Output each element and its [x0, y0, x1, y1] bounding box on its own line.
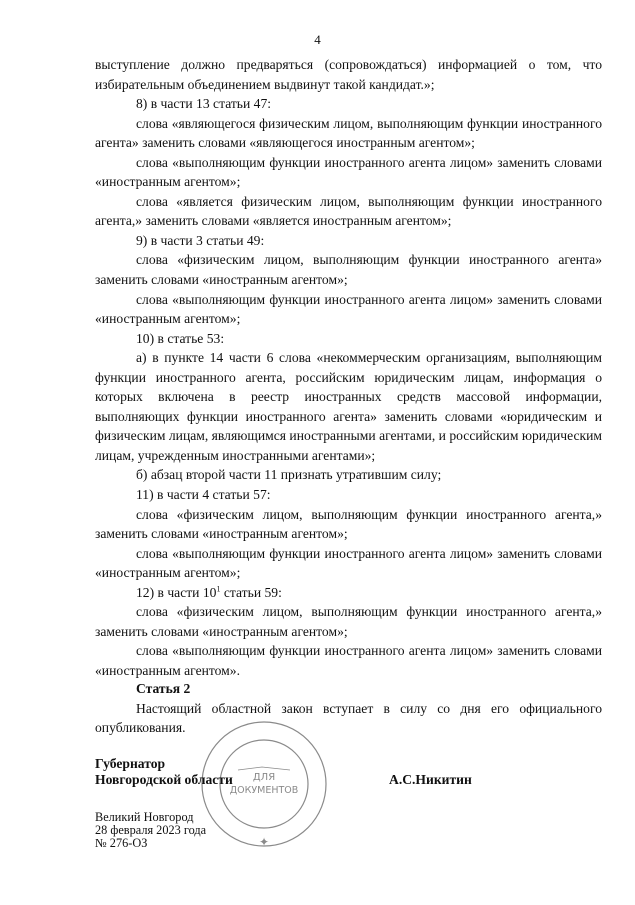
stamp-line-1: ДЛЯ [252, 772, 276, 783]
paragraph-item-12 [95, 583, 602, 603]
paragraph: слова «выполняющим функции иностранного агента лицом» заменить словами «иностранным агентом»; [95, 154, 602, 190]
item-text-before: 12) в части 10 [136, 584, 217, 600]
paragraph: 10) в статье 53: [136, 330, 225, 346]
governor-title [95, 756, 233, 788]
law-number: № 276-ОЗ [95, 836, 148, 851]
paragraph: слова «является физическим лицом, выполняющим функции иностранного агента,» заменить словами «является иностранным агентом»; [95, 193, 602, 229]
article-heading: Статья 2 [136, 681, 191, 696]
city: Великий Новгород [95, 810, 194, 824]
paragraph: слова «выполняющим функции иностранного агента лицом» заменить словами «иностранным агентом»; [95, 545, 602, 581]
paragraph: а) в пункте 14 части 6 слова «некоммерческим организациям, выполняющим функции иностранного агента, российским юридическим лицам, информация о которых включена в реестр иностранных средств массовой информации, выполняющих функции иностранного агента» заменить словами «юридическим и физическим лицам, являющимся иностранными агентами, и российским юридическим лицам, учрежденным иностранными агентами»; [95, 350, 602, 463]
paragraph: слова «выполняющим функции иностранного агента лицом» заменить словами «иностранным агентом»; [95, 291, 602, 327]
paragraph: слова «физическим лицом, выполняющим функции иностранного агента,» заменить словами «иностранным агентом»; [95, 506, 602, 542]
governor-name: А.С.Никитин [389, 772, 472, 787]
date: 28 февраля 2023 года [95, 823, 207, 838]
article-text: Настоящий областной закон вступает в силу со дня его официального опубликования. [95, 700, 602, 736]
governor-title-line2: Новгородской области [95, 772, 233, 787]
item-text-after: статьи 59: [220, 584, 282, 600]
item-superscript: 1 [216, 584, 221, 594]
amendments-text [95, 55, 602, 681]
paragraph: выступление должно предваряться (сопровождаться) информацией о том, что избирательным объединением выдвинут такой кандидат.»; [95, 57, 602, 92]
paragraph: 11) в части 4 статьи 57: [136, 487, 271, 503]
document-meta [95, 811, 206, 851]
paragraph: 9) в части 3 статьи 49: [136, 232, 265, 248]
governor-title-line1: Губернатор [95, 756, 166, 771]
paragraph: б) абзац второй части 11 признать утратившим силу; [136, 467, 442, 483]
paragraph: слова «физическим лицом, выполняющим функции иностранного агента» заменить словами «иностранным агентом»; [95, 252, 602, 288]
article-2 [95, 679, 602, 738]
stamp-line-2: ДОКУМЕНТОВ [229, 785, 299, 796]
paragraph: слова «физическим лицом, выполняющим функции иностранного агента,» заменить словами «иностранным агентом»; [95, 604, 602, 639]
page-number: 4 [314, 32, 321, 47]
svg-text:✦: ✦ [258, 835, 270, 849]
paragraph: слова «выполняющим функции иностранного агента лицом» заменить словами «иностранным агентом». [95, 643, 602, 678]
paragraph: 8) в части 13 статьи 47: [136, 96, 272, 112]
paragraph: слова «являющегося физическим лицом, выполняющим функции иностранного агента» заменить словами «являющегося иностранным агентом»; [95, 115, 602, 151]
